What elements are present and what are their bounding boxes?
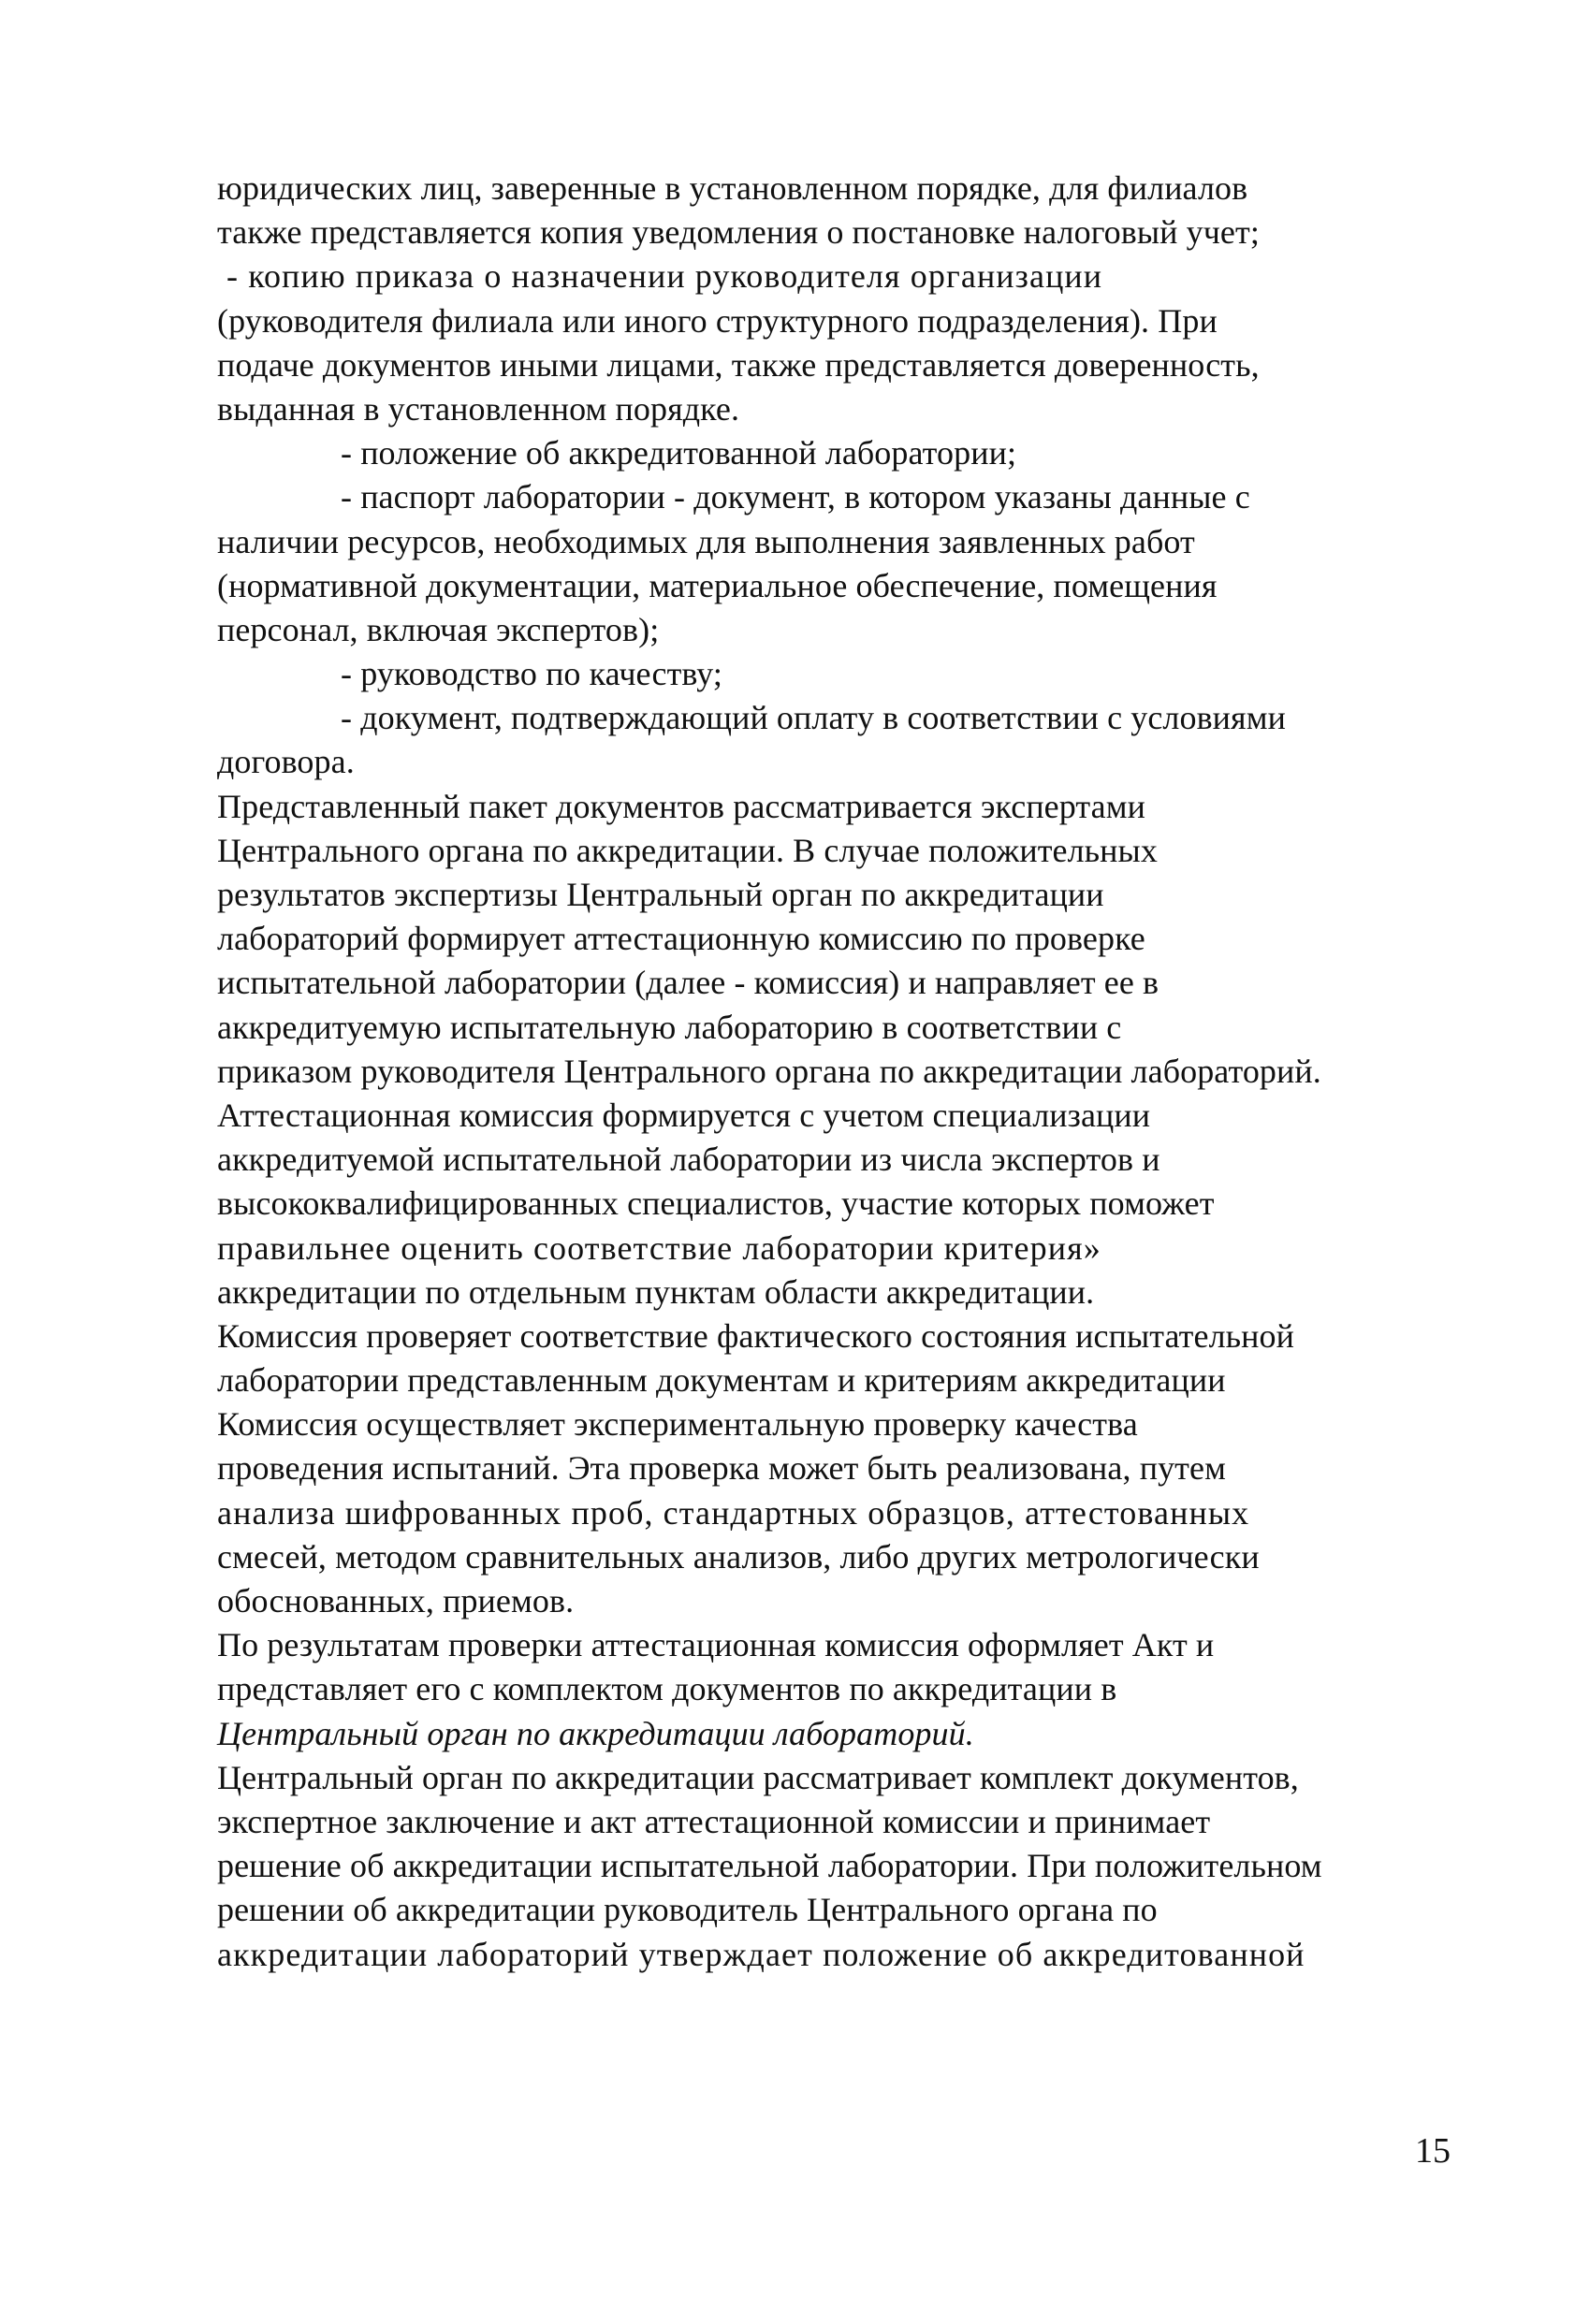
text-line: Представленный пакет документов рассматривается экспертами <box>217 787 1145 825</box>
text-line: Комиссия проверяет соответствие фактического состояния испытательной <box>217 1316 1295 1355</box>
text-line: смесей, методом сравнительных анализов, либо других метрологически <box>217 1537 1260 1576</box>
text-line: результатов экспертизы Центральный орган по аккредитации <box>217 876 1104 913</box>
text-line: аккредитации лабораторий утверждает положение об аккредитованной <box>217 1935 1305 1973</box>
text-line: лаборатории представленным документам и критериям аккредитации <box>217 1361 1226 1400</box>
page-number: 15 <box>1415 2131 1451 2171</box>
text-line: лабораторий формирует аттестационную комиссию по проверке <box>217 920 1145 958</box>
text-line: Центральный орган по аккредитации рассматривает комплект документов, <box>217 1758 1299 1796</box>
text-line: аккредитации по отдельным пунктам области аккредитации. <box>217 1272 1095 1311</box>
text-line: - руководство по качеству; <box>341 655 723 693</box>
text-line: представляет его с комплектом документов по аккредитации в <box>217 1670 1117 1708</box>
text-line: решение об аккредитации испытательной лаборатории. При положительном <box>217 1847 1322 1885</box>
text-line: договора. <box>217 743 355 781</box>
text-line: приказом руководителя Центрального органа по аккредитации лабораторий. <box>217 1052 1321 1090</box>
text-line: аккредитуемую испытательную лабораторию в соответствии с <box>217 1008 1122 1046</box>
text-line: также представляется копия уведомления о постановке налоговый учет; <box>217 213 1260 252</box>
text-line: - паспорт лаборатории - документ, в котором указаны данные с <box>341 478 1250 516</box>
text-line: По результатам проверки аттестационная комиссия оформляет Акт и <box>217 1626 1215 1664</box>
text-line: - копию приказа о назначении руководителя организации <box>226 257 1103 296</box>
text-line: правильнее оценить соответствие лаборатории критерия» <box>217 1228 1101 1267</box>
text-line: анализа шифрованных проб, стандартных образцов, аттестованных <box>217 1493 1250 1532</box>
text-line: Комиссия осуществляет экспериментальную проверку качества <box>217 1405 1138 1444</box>
text-line: выданная в установленном порядке. <box>217 389 740 428</box>
text-line: проведения испытаний. Эта проверка может быть реализована, путем <box>217 1449 1226 1488</box>
text-line: подаче документов иными лицами, также представляется доверенность, <box>217 345 1260 384</box>
text-line: персонал, включая экспертов); <box>217 610 660 648</box>
text-line: аккредитуемой испытательной лаборатории из числа экспертов и <box>217 1140 1160 1179</box>
text-line: экспертное заключение и акт аттестационной комиссии и принимает <box>217 1802 1211 1840</box>
text-line: Центральный орган по аккредитации лабораторий. <box>217 1714 974 1752</box>
text-line: испытательной лаборатории (далее - комиссия) и направляет ее в <box>217 964 1159 1002</box>
text-line: решении об аккредитации руководитель Центрального органа по <box>217 1891 1158 1929</box>
text-line: - положение об аккредитованной лаборатории; <box>341 434 1017 472</box>
text-line: наличии ресурсов, необходимых для выполнения заявленных работ <box>217 522 1195 560</box>
document-body-text <box>217 167 1424 1977</box>
text-line: юридических лиц, заверенные в установленном порядке, для филиалов <box>217 169 1248 207</box>
text-line: обоснованных, приемов. <box>217 1582 575 1620</box>
text-line: Центрального органа по аккредитации. В случае положительных <box>217 831 1158 869</box>
text-line: (руководителя филиала или иного структурного подразделения). При <box>217 301 1218 340</box>
text-line: высококвалифицированных специалистов, участие которых поможет <box>217 1184 1215 1223</box>
text-line: (нормативной документации, материальное обеспечение, помещения <box>217 566 1218 604</box>
text-line: - документ, подтверждающий оплату в соответствии с условиями <box>341 699 1286 737</box>
text-line: Аттестационная комиссия формируется с учетом специализации <box>217 1096 1151 1134</box>
